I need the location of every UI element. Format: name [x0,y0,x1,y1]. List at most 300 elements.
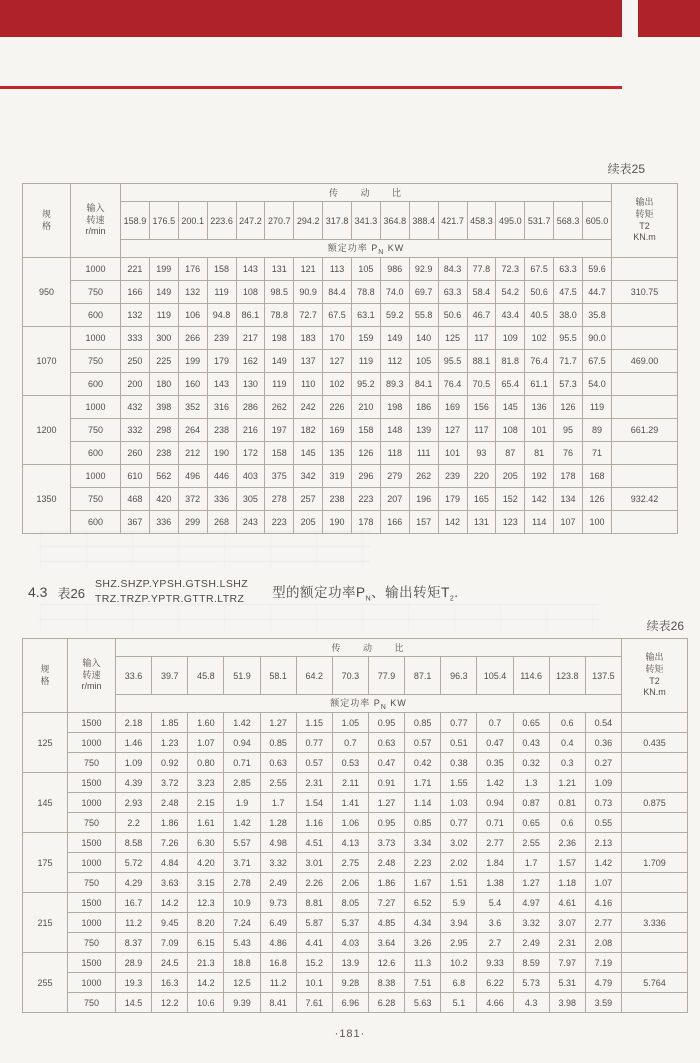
power-value-cell: 225 [149,350,178,373]
table-row [23,933,688,953]
speed-cell: 1500 [68,773,116,793]
power-value-cell: 145 [294,442,323,465]
power-value-cell: 2.02 [441,853,477,873]
power-value-cell: 198 [380,396,409,419]
power-value-cell: 47.5 [554,281,583,304]
power-value-cell: 54.2 [496,281,525,304]
power-value-cell: 180 [149,373,178,396]
power-value-cell: 117 [467,327,496,350]
power-value-cell: 3.26 [405,933,441,953]
power-value-cell: 296 [352,465,381,488]
power-value-cell: 562 [149,465,178,488]
torque-value-cell: 5.764 [622,973,688,993]
output-torque-header: 输出 转矩 T2 KN.m [622,639,688,713]
power-value-cell: 1.42 [224,713,260,733]
ratio-value: 495.0 [496,202,525,240]
torque-value-cell: 661.29 [612,419,678,442]
power-value-cell: 468 [121,488,150,511]
speed-cell: 1500 [68,953,116,973]
power-value-cell: 1.18 [549,873,585,893]
power-value-cell: 0.47 [477,733,513,753]
power-value-cell: 16.7 [116,893,152,913]
power-value-cell: 1.71 [405,773,441,793]
power-value-cell: 12.6 [368,953,404,973]
power-value-cell: 0.77 [296,733,332,753]
power-value-cell: 0.81 [549,793,585,813]
ratio-value: 270.7 [265,202,294,240]
power-value-cell: 238 [207,419,236,442]
power-value-cell: 238 [323,488,352,511]
table-row [23,893,688,913]
power-value-cell: 16.3 [152,973,188,993]
power-value-cell: 342 [294,465,323,488]
power-value-cell: 1.06 [332,813,368,833]
power-value-cell: 2.26 [296,873,332,893]
power-value-cell: 5.57 [224,833,260,853]
power-value-cell: 0.85 [405,713,441,733]
power-value-cell: 2.23 [405,853,441,873]
torque-value-cell [622,833,688,853]
power-value-cell: 11.3 [405,953,441,973]
power-value-cell: 2.31 [296,773,332,793]
speed-cell: 750 [68,753,116,773]
power-value-cell: 110 [294,373,323,396]
power-value-cell: 3.23 [188,773,224,793]
power-value-cell: 11.2 [260,973,296,993]
power-value-cell: 117 [467,419,496,442]
power-value-cell: 134 [554,488,583,511]
speed-cell: 1500 [68,713,116,733]
power-value-cell: 8.81 [296,893,332,913]
power-value-cell: 1.21 [549,773,585,793]
power-value-cell: 1.27 [368,793,404,813]
power-value-cell: 78.8 [265,304,294,327]
power-value-cell: 44.7 [583,281,612,304]
power-value-cell: 3.98 [549,993,585,1013]
power-value-cell: 16.8 [260,953,296,973]
power-value-cell: 69.7 [409,281,438,304]
power-value-cell: 105 [409,350,438,373]
power-value-cell: 1.14 [405,793,441,813]
power-value-cell: 1.09 [116,753,152,773]
power-value-cell: 0.94 [224,733,260,753]
ratio-value: 87.1 [405,657,441,695]
ratio-value: 247.2 [236,202,265,240]
power-value-cell: 2.48 [368,853,404,873]
power-value-cell: 72.7 [294,304,323,327]
power-value-cell: 143 [207,373,236,396]
power-value-cell: 279 [380,465,409,488]
ratio-value: 39.7 [152,657,188,695]
power-value-cell: 0.57 [405,733,441,753]
power-value-cell: 8.05 [332,893,368,913]
power-value-cell: 112 [380,350,409,373]
transmission-ratio-title: 传 动 比 [121,184,612,202]
ratio-value: 96.3 [441,657,477,695]
torque-value-cell [612,327,678,350]
power-value-cell: 2.36 [549,833,585,853]
power-value-cell: 1.41 [332,793,368,813]
power-value-cell: 119 [352,350,381,373]
power-value-cell: 109 [496,327,525,350]
power-value-cell: 149 [380,327,409,350]
table-row [23,511,678,534]
power-value-cell: 15.2 [296,953,332,973]
power-value-cell: 205 [294,511,323,534]
power-value-cell: 8.37 [116,933,152,953]
power-value-cell: 3.34 [405,833,441,853]
power-value-cell: 92.9 [409,258,438,281]
power-value-cell: 5.73 [513,973,549,993]
power-value-cell: 0.85 [405,813,441,833]
spec-header: 规 格 [23,184,71,258]
power-value-cell: 86.1 [236,304,265,327]
ratio-value: 158.9 [121,202,150,240]
power-value-cell: 179 [207,350,236,373]
speed-cell: 750 [68,993,116,1013]
power-value-cell: 2.49 [513,933,549,953]
power-value-cell: 1.61 [188,813,224,833]
power-value-cell: 2.55 [513,833,549,853]
spec-cell: 1070 [23,327,71,396]
rated-power-title: 额定功率 $P_N$ KW [121,240,612,258]
power-value-cell: 305 [236,488,265,511]
power-value-cell: 4.51 [296,833,332,853]
power-value-cell: 9.28 [332,973,368,993]
power-value-cell: 268 [207,511,236,534]
power-value-cell: 6.15 [188,933,224,953]
power-value-cell: 4.66 [477,993,513,1013]
power-value-cell: 76 [554,442,583,465]
power-value-cell: 2.7 [477,933,513,953]
torque-value-cell: 1.709 [622,853,688,873]
power-value-cell: 2.06 [332,873,368,893]
power-value-cell: 2.77 [477,833,513,853]
power-value-cell: 89.3 [380,373,409,396]
power-value-cell: 196 [409,488,438,511]
power-value-cell: 40.5 [525,304,554,327]
power-value-cell: 127 [323,350,352,373]
power-value-cell: 243 [236,511,265,534]
power-value-cell: 98.5 [265,281,294,304]
section-model-codes [95,577,248,607]
power-value-cell: 166 [121,281,150,304]
power-value-cell: 57.3 [554,373,583,396]
power-value-cell: 0.95 [368,813,404,833]
power-value-cell: 1.9 [224,793,260,813]
power-value-cell: 3.71 [224,853,260,873]
power-value-cell: 1.07 [585,873,621,893]
power-value-cell: 149 [265,350,294,373]
table-row [23,973,688,993]
power-value-cell: 182 [294,419,323,442]
power-value-cell: 1.86 [152,813,188,833]
power-value-cell: 221 [121,258,150,281]
model-codes-line1: SHZ.SHZP.YPSH.GTSH.LSHZ [94,577,249,590]
speed-cell: 1000 [71,327,121,350]
power-value-cell: 403 [236,465,265,488]
power-value-cell: 8.20 [188,913,224,933]
ratio-value: 77.9 [368,657,404,695]
power-value-cell: 4.03 [332,933,368,953]
power-value-cell: 46.7 [467,304,496,327]
ratio-value: 70.3 [332,657,368,695]
power-value-cell: 43.4 [496,304,525,327]
power-value-cell: 6.8 [441,973,477,993]
table-row [23,833,688,853]
power-value-cell: 2.48 [152,793,188,813]
spec-cell: 125 [23,713,68,773]
power-value-cell: 1.27 [260,713,296,733]
power-value-cell: 119 [207,281,236,304]
power-value-cell: 4.84 [152,853,188,873]
power-value-cell: 119 [149,304,178,327]
power-value-cell: 3.15 [188,873,224,893]
power-value-cell: 239 [207,327,236,350]
speed-cell: 600 [71,511,121,534]
power-value-cell: 336 [149,511,178,534]
table-row [23,258,678,281]
power-value-cell: 3.6 [477,913,513,933]
ratio-value: 200.1 [178,202,207,240]
data-table [22,183,678,534]
power-value-cell: 93 [467,442,496,465]
power-value-cell: 18.8 [224,953,260,973]
power-value-cell: 1.84 [477,853,513,873]
table-row [23,813,688,833]
power-value-cell: 1.85 [152,713,188,733]
power-value-cell: 9.45 [152,913,188,933]
power-value-cell: 5.43 [224,933,260,953]
data-table [22,638,688,1013]
table-row [23,442,678,465]
power-value-cell: 5.9 [441,893,477,913]
power-value-cell: 9.39 [224,993,260,1013]
power-value-cell: 2.75 [332,853,368,873]
power-value-cell: 1.46 [116,733,152,753]
power-value-cell: 158 [207,258,236,281]
top-red-corner-block [638,0,700,37]
power-value-cell: 3.59 [585,993,621,1013]
speed-cell: 750 [71,350,121,373]
spec-cell: 175 [23,833,68,893]
power-value-cell: 2.77 [585,913,621,933]
power-value-cell: 71 [583,442,612,465]
power-value-cell: 159 [352,327,381,350]
table-row [23,488,678,511]
power-value-cell: 123 [496,511,525,534]
spec-cell: 215 [23,893,68,953]
power-value-cell: 1.54 [296,793,332,813]
power-value-cell: 198 [265,327,294,350]
torque-value-cell: 0.875 [622,793,688,813]
power-value-cell: 21.3 [188,953,224,973]
power-value-cell: 2.85 [224,773,260,793]
power-value-cell: 5.1 [441,993,477,1013]
power-value-cell: 986 [380,258,409,281]
spec-cell: 145 [23,773,68,833]
power-value-cell: 89 [583,419,612,442]
power-value-cell: 398 [149,396,178,419]
power-value-cell: 205 [496,465,525,488]
power-value-cell: 372 [178,488,207,511]
power-value-cell: 2.11 [332,773,368,793]
power-value-cell: 5.87 [296,913,332,933]
power-value-cell: 367 [121,511,150,534]
power-value-cell: 210 [352,396,381,419]
power-value-cell: 5.72 [116,853,152,873]
model-codes-line2: TRZ.TRZP.YPTR.GTTR.LTRZ [94,593,245,605]
torque-value-cell [622,993,688,1013]
power-value-cell: 4.97 [513,893,549,913]
power-value-cell: 6.30 [188,833,224,853]
power-value-cell: 136 [525,396,554,419]
section-table-ref: 表26 [57,585,85,601]
power-value-cell: 332 [121,419,150,442]
speed-cell: 1000 [71,258,121,281]
table-row [23,713,688,733]
power-value-cell: 496 [178,465,207,488]
speed-cell: 1000 [71,465,121,488]
power-value-cell: 266 [178,327,207,350]
power-value-cell: 50.6 [438,304,467,327]
print-bleedthrough [40,531,370,567]
ratio-value: 105.4 [477,657,513,695]
power-value-cell: 14.2 [188,973,224,993]
power-value-cell: 3.64 [368,933,404,953]
power-value-cell: 1.67 [405,873,441,893]
power-value-cell: 6.96 [332,993,368,1013]
table25-container [22,183,678,534]
table-header [23,639,688,713]
power-value-cell: 446 [207,465,236,488]
power-value-cell: 131 [265,258,294,281]
ratio-value: 33.6 [116,657,152,695]
power-value-cell: 1.27 [513,873,549,893]
ratio-value: 388.4 [409,202,438,240]
power-value-cell: 0.71 [477,813,513,833]
table-row [23,350,678,373]
power-value-cell: 63.3 [554,258,583,281]
power-value-cell: 142 [438,511,467,534]
power-value-cell: 1.15 [296,713,332,733]
power-value-cell: 168 [583,465,612,488]
speed-cell: 750 [68,873,116,893]
power-value-cell: 1.7 [513,853,549,873]
power-value-cell: 3.72 [152,773,188,793]
power-value-cell: 152 [496,488,525,511]
power-value-cell: 149 [149,281,178,304]
power-value-cell: 336 [207,488,236,511]
red-divider-rule [0,86,622,89]
table25-continuation-label: 续表25 [607,162,645,176]
power-value-cell: 90.9 [294,281,323,304]
power-value-cell: 2.08 [585,933,621,953]
power-value-cell: 262 [409,465,438,488]
power-value-cell: 160 [178,373,207,396]
power-value-cell: 190 [207,442,236,465]
power-value-cell: 420 [149,488,178,511]
power-value-cell: 4.39 [116,773,152,793]
power-value-cell: 0.85 [260,733,296,753]
power-value-cell: 101 [438,442,467,465]
power-value-cell: 7.26 [152,833,188,853]
power-value-cell: 145 [496,396,525,419]
power-value-cell: 28.9 [116,953,152,973]
power-value-cell: 3.63 [152,873,188,893]
power-value-cell: 76.4 [438,373,467,396]
page-number: ·181· [334,1028,366,1040]
power-value-cell: 102 [323,373,352,396]
power-value-cell: 199 [149,258,178,281]
power-value-cell: 4.3 [513,993,549,1013]
table-row [23,793,688,813]
power-value-cell: 0.95 [368,713,404,733]
power-value-cell: 13.9 [332,953,368,973]
power-value-cell: 4.86 [260,933,296,953]
power-value-cell: 10.1 [296,973,332,993]
power-value-cell: 131 [467,511,496,534]
power-value-cell: 77.8 [467,258,496,281]
power-value-cell: 156 [467,396,496,419]
power-value-cell: 1.28 [260,813,296,833]
power-value-cell: 2.49 [260,873,296,893]
power-value-cell: 158 [265,442,294,465]
table-row [23,913,688,933]
table-row [23,327,678,350]
power-value-cell: 0.77 [441,713,477,733]
power-value-cell: 0.7 [477,713,513,733]
power-value-cell: 12.5 [224,973,260,993]
speed-cell: 1500 [68,833,116,853]
power-value-cell: 4.61 [549,893,585,913]
ratio-value: 223.6 [207,202,236,240]
torque-value-cell [622,933,688,953]
power-value-cell: 67.5 [583,350,612,373]
power-value-cell: 0.6 [549,713,585,733]
power-value-cell: 207 [380,488,409,511]
power-value-cell: 216 [236,419,265,442]
power-value-cell: 7.09 [152,933,188,953]
ratio-value: 568.3 [554,202,583,240]
power-value-cell: 199 [178,350,207,373]
table-row [23,993,688,1013]
spec-cell: 255 [23,953,68,1013]
power-value-cell: 74.0 [380,281,409,304]
power-value-cell: 8.41 [260,993,296,1013]
power-value-cell: 0.35 [477,753,513,773]
power-value-cell: 11.2 [116,913,152,933]
speed-cell: 600 [71,304,121,327]
power-value-cell: 4.34 [405,913,441,933]
power-value-cell: 0.47 [368,753,404,773]
power-value-cell: 1.3 [513,773,549,793]
torque-value-cell [612,258,678,281]
power-value-cell: 4.20 [188,853,224,873]
power-value-cell: 0.38 [441,753,477,773]
power-value-cell: 3.02 [441,833,477,853]
power-value-cell: 95.5 [554,327,583,350]
power-value-cell: 0.51 [441,733,477,753]
power-value-cell: 114 [525,511,554,534]
power-value-cell: 0.63 [368,733,404,753]
power-value-cell: 169 [438,396,467,419]
spec-cell: 950 [23,258,71,327]
power-value-cell: 7.24 [224,913,260,933]
power-value-cell: 72.3 [496,258,525,281]
power-value-cell: 179 [438,488,467,511]
power-value-cell: 127 [438,419,467,442]
